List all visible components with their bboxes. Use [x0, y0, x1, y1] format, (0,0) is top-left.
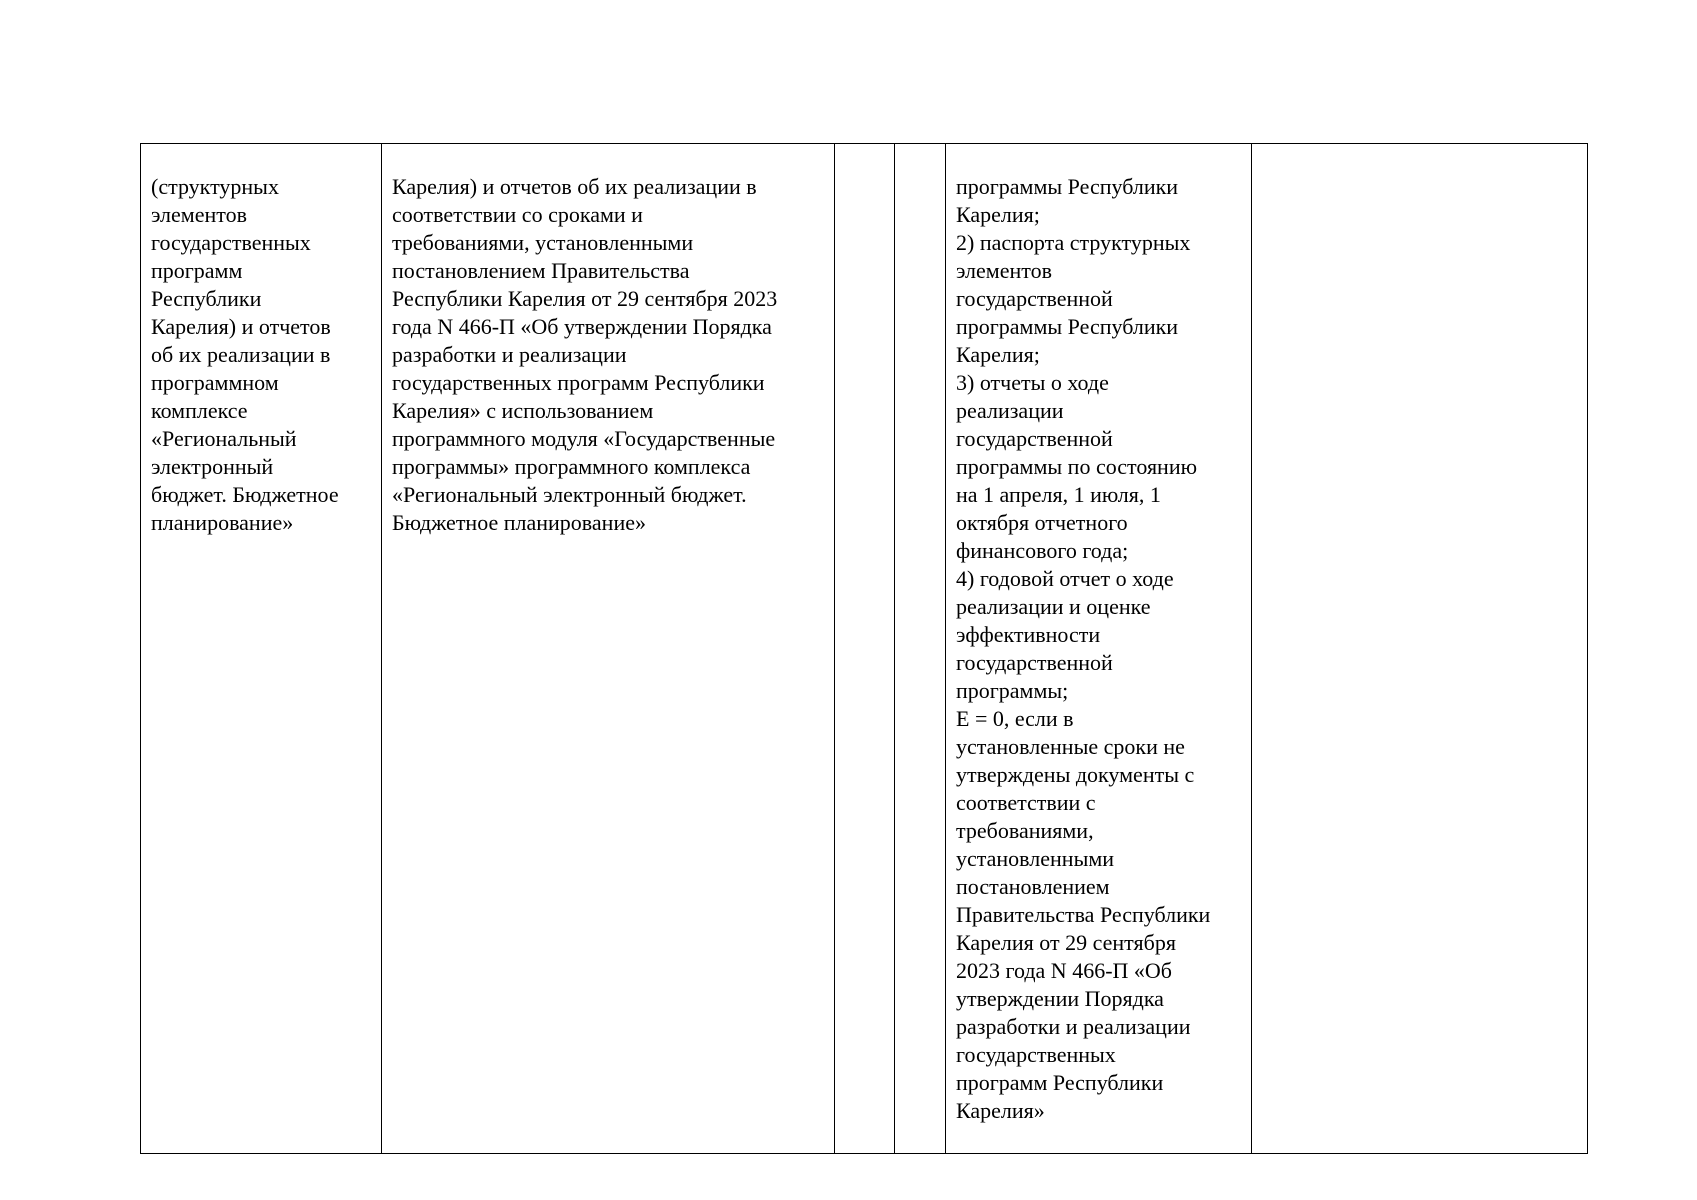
table-cell-col6 — [1252, 144, 1588, 1154]
table-cell-col5 — [946, 144, 1252, 1154]
table-cell-col4 — [895, 144, 946, 1154]
table-cell-col3 — [835, 144, 895, 1154]
table-cell-col2 — [382, 144, 835, 1154]
table-cell-col1 — [141, 144, 382, 1154]
cell-text-col5: программы Республики Карелия; 2) паспорта структурных элементов государственной программы Республики Карелия; 3) отчеты о ходе реализации государственной программы по состоянию на 1 апреля, 1 июля, 1 октября отчетного финансового года; 4) годовой отчет о ходе реализации и оценке эффективности государственной программы; Е = 0, если в установленные сроки не утверждены документы с соответствии с требованиями, установленными постановлением Правительства Республики Карелия от 29 сентября 2023 года N 466-П «Об утверждении Порядка разработки и реализации государственных программ Республики Карелия» — [956, 174, 1211, 1123]
cell-text-col2: Карелия) и отчетов об их реализации в соответствии со сроками и требованиями, установленными постановлением Правительства Республики Карелия от 29 сентября 2023 года N 466-П «Об утверждении Порядка разработки и реализации государственных программ Республики Карелия» с использованием программного модуля «Государственные программы» программного комплекса «Региональный электронный бюджет. Бюджетное планирование» — [392, 174, 778, 535]
table-row — [141, 144, 1588, 1154]
cell-text-col1: (структурных элементов государственных программ Республики Карелия) и отчетов об их реализации в программном комплексе «Региональный электронный бюджет. Бюджетное планирование» — [151, 174, 339, 535]
document-table — [140, 143, 1588, 1154]
